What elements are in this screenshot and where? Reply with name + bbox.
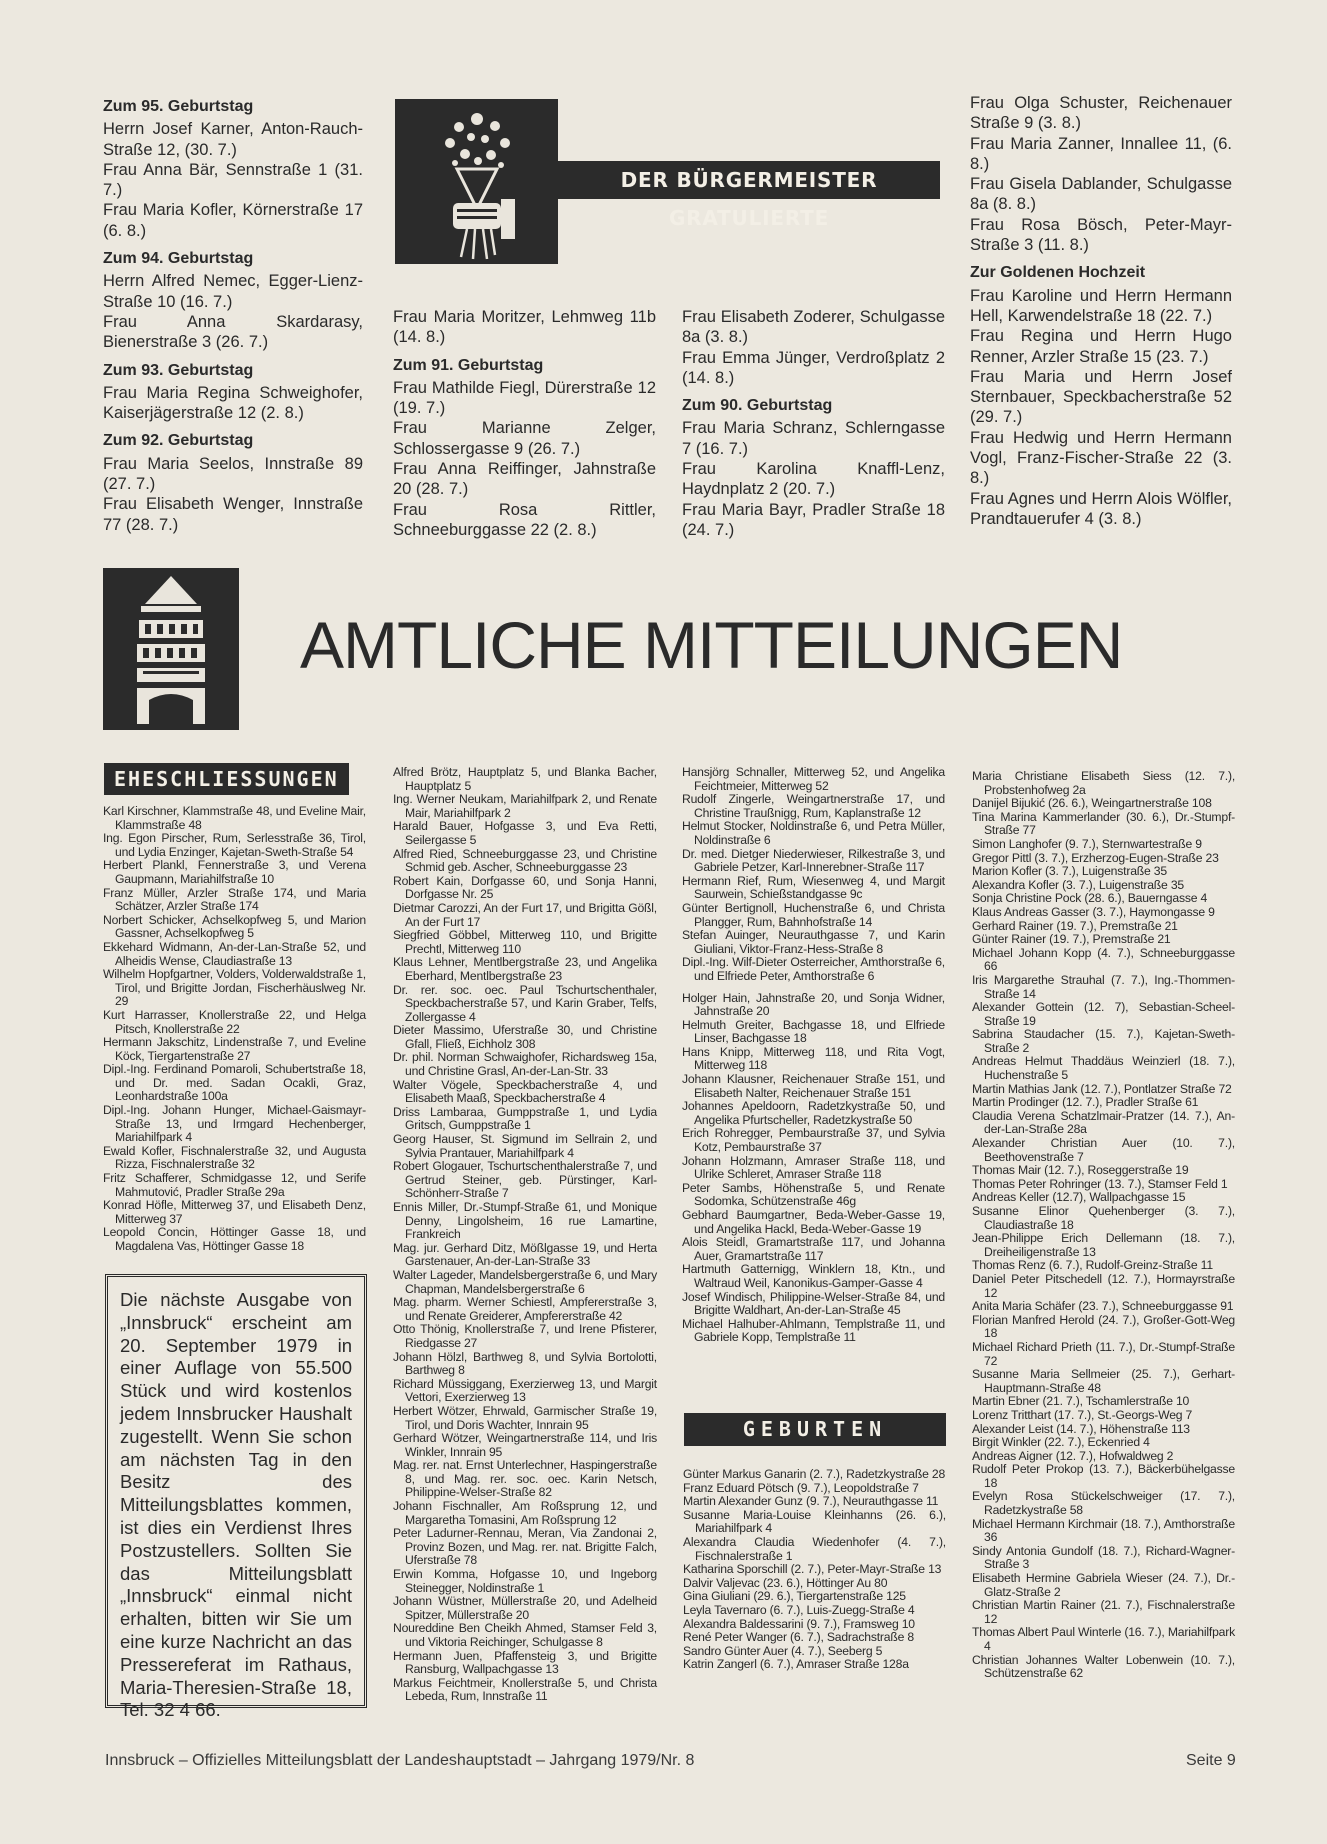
births-column-3 — [683, 1468, 946, 1672]
entry: Hans Knipp, Mitterweg 118, und Rita Vogt, Mitterweg 118 — [682, 1044, 945, 1073]
entry: Evelyn Rosa Stückelschweiger (17. 7.), Radetzkystraße 58 — [972, 1489, 1235, 1518]
section-heading: Zum 91. Geburtstag — [393, 356, 544, 374]
flower-bouquet-hand-icon — [395, 99, 558, 264]
entry: Helmut Stocker, Noldinstraße 6, und Petra Müller, Noldinstraße 6 — [682, 819, 945, 847]
amtliche-mitteilungen-title: AMTLICHE MITTEILUNGEN — [300, 608, 1123, 682]
entry: Ekkehard Widmann, An-der-Lan-Straße 52, und Alheidis Wense, Claudiastraße 13 — [103, 939, 366, 968]
entry: Frau Rosa Rittler, Schneeburggasse 22 (2. 8.) — [393, 500, 656, 539]
entry: Herbert Wötzer, Ehrwald, Garmischer Straße 19, Tirol, und Doris Wachter, Innrain 95 — [393, 1403, 657, 1432]
entry: Dipl.-Ing. Ferdinand Pomaroli, Schubertstraße 18, und Dr. med. Sadan Ocakli, Graz, Leonhardstraße 100a — [103, 1062, 366, 1104]
entry: Dalvir Valjevac (23. 6.), Höttinger Au 80 — [683, 1575, 888, 1590]
entry: Alexander Gottein (12. 7), Sebastian-Scheel-Straße 19 — [972, 1000, 1235, 1028]
entry: Frau Regina und Herrn Hugo Renner, Arzler Straße 15 (23. 7.) — [970, 327, 1232, 366]
entry: Frau Maria Zanner, Innallee 11, (6. 8.) — [970, 134, 1232, 173]
entry: Dr. rer. soc. oec. Paul Tschurtschenthaler, Speckbacherstraße 57, und Karin Graber, Telfs, Zollergasse 4 — [393, 982, 657, 1024]
birthday-column-3 — [682, 307, 945, 540]
entry: Franz Müller, Arzler Straße 174, und Maria Schätzer, Arzler Straße 174 — [103, 885, 366, 914]
entry: Frau Marianne Zelger, Schlossergasse 9 (26. 7.) — [393, 419, 656, 458]
entry: Gerhard Wötzer, Weingartnerstraße 114, und Iris Winkler, Innrain 95 — [393, 1431, 657, 1459]
entry: Klaus Andreas Gasser (3. 7.), Haymongasse 9 — [972, 904, 1215, 919]
entry: Frau Rosa Bösch, Peter-Mayr-Straße 3 (11. 8.) — [970, 215, 1232, 255]
entry: Katharina Sporschill (2. 7.), Peter-Mayr-Straße 13 — [683, 1562, 942, 1577]
entry: Mag. rer. nat. Ernst Unterlechner, Haspingerstraße 8, und Mag. rer. soc. oec. Karin Netsch, Philippine-Welser-Straße 82 — [393, 1458, 657, 1500]
entry: Holger Hain, Jahnstraße 20, und Sonja Widner, Jahnstraße 20 — [682, 990, 945, 1019]
entry: Fritz Schafferer, Schmidgasse 12, und Serife Mahmutović, Pradler Straße 29a — [103, 1171, 366, 1199]
entry: Marion Kofler (3. 7.), Luigenstraße 35 — [972, 864, 1167, 879]
entry: Anita Maria Schäfer (23. 7.), Schneeburggasse 91 — [972, 1299, 1234, 1314]
entry: Alexandra Kofler (3. 7.), Luigenstraße 35 — [972, 877, 1184, 892]
entry: Frau Maria Kofler, Körnerstraße 17 (6. 8.) — [103, 201, 363, 240]
entry: Kurt Harrasser, Knollerstraße 22, und Helga Pitsch, Knollerstraße 22 — [103, 1007, 366, 1036]
entry: Herbert Plankl, Fennerstraße 3, und Verena Gaupmann, Mariahilfstraße 10 — [103, 858, 366, 886]
entry: Martin Ebner (21. 7.), Tschamlerstraße 10 — [972, 1394, 1190, 1409]
entry: Sonja Christine Pock (28. 6.), Bauerngasse 4 — [972, 891, 1208, 906]
entry: Alois Steidl, Gramartstraße 117, und Johanna Auer, Gramartstraße 117 — [682, 1235, 945, 1263]
entry: Michael Halhuber-Ahlmann, Templstraße 11, und Gabriele Kopp, Templstraße 11 — [682, 1316, 945, 1345]
entry: Leyla Tavernaro (6. 7.), Luis-Zuegg-Straße 4 — [683, 1602, 915, 1617]
entry: Hermann Jakschitz, Lindenstraße 7, und Eveline Köck, Tiergartenstraße 27 — [103, 1035, 366, 1063]
entry: Günter Markus Ganarin (2. 7.), Radetzkystraße 28 — [683, 1467, 946, 1481]
entry: Helmuth Greiter, Bachgasse 18, und Elfriede Linser, Bachgasse 18 — [682, 1017, 945, 1046]
marriages-column-1 — [103, 805, 366, 1254]
birthday-column-4 — [970, 93, 1232, 529]
entry: Johannes Apeldoorn, Radetzkystraße 50, und Angelika Pfurtscheller, Radetzkystraße 50 — [682, 1099, 945, 1127]
entry: Frau Anna Bär, Sennstraße 1 (31. 7.) — [103, 160, 363, 200]
entry: Johann Wüstner, Müllerstraße 20, und Adelheid Spitzer, Müllerstraße 20 — [393, 1594, 657, 1622]
footer-page-number: Seite 9 — [1186, 1752, 1236, 1769]
geburten-header: GEBURTEN — [684, 1413, 946, 1446]
banner-title: DER BÜRGERMEISTER GRATULIERTE — [558, 161, 940, 199]
entry: Mag. pharm. Werner Schiestl, Ampfererstraße 3, und Renate Greiderer, Ampfererstraße 42 — [393, 1295, 657, 1323]
entry: Markus Feichtmeir, Knollerstraße 5, und Christa Lebeda, Rum, Innstraße 11 — [393, 1675, 657, 1704]
entry: Hermann Rief, Rum, Wiesenweg 4, und Margit Saurwein, Schießstandgasse 9c — [682, 873, 945, 902]
entry: Tina Marina Kammerlander (30. 6.), Dr.-Stumpf-Straße 77 — [972, 809, 1235, 838]
entry: Thomas Peter Rohringer (13. 7.), Stamser Feld 1 — [972, 1176, 1228, 1191]
entry: Rudolf Zingerle, Weingartnerstraße 17, und Christine Traußnigg, Rum, Kaplanstraße 12 — [682, 792, 945, 820]
births-column-4 — [972, 770, 1235, 1681]
entry: René Peter Wanger (6. 7.), Sadrachstraße 8 — [683, 1630, 914, 1645]
entry: Dieter Massimo, Uferstraße 30, und Christine Gfall, Fließ, Eichholz 308 — [393, 1023, 657, 1051]
entry: Martin Alexander Gunz (9. 7.), Neurauthgasse 11 — [683, 1494, 939, 1509]
entry: Rudolf Peter Prokop (13. 7.), Bäckerbühelgasse 18 — [972, 1462, 1235, 1490]
entry: Walter Lageder, Mandelsbergerstraße 6, und Mary Chapman, Mandelsbergerstraße 6 — [393, 1267, 657, 1296]
entry: Frau Elisabeth Zoderer, Schulgasse 8a (3. 8.) — [682, 308, 945, 347]
entry: Frau Hedwig und Herrn Hermann Vogl, Franz-Fischer-Straße 22 (3. 8.) — [970, 428, 1232, 488]
entry: Claudia Verena Schatzlmair-Pratzer (14. 7.), An-der-Lan-Straße 28a — [972, 1108, 1235, 1137]
entry: Michael Johann Kopp (4. 7.), Schneeburggasse 66 — [972, 945, 1235, 974]
entry: Johann Klausner, Reichenauer Straße 151, und Elisabeth Nalter, Reichenauer Straße 151 — [682, 1072, 945, 1100]
entry: Johann Fischnaller, Am Roßsprung 12, und Margaretha Tomasini, Am Roßsprung 12 — [393, 1499, 657, 1527]
entry: Alexander Christian Auer (10. 7.), Beethovenstraße 7 — [972, 1136, 1235, 1164]
birthday-column-2 — [393, 307, 656, 540]
entry: Danijel Bijukić (26. 6.), Weingartnerstraße 108 — [972, 796, 1212, 811]
entry: Karl Kirschner, Klammstraße 48, und Eveline Mair, Klammstraße 48 — [103, 804, 366, 832]
entry: Frau Anna Skardarasy, Bienerstraße 3 (26. 7.) — [103, 312, 363, 352]
entry: Georg Hauser, St. Sigmund im Sellrain 2, und Sylvia Prantauer, Mariahilfpark 4 — [393, 1132, 657, 1160]
entry: Peter Ladurner-Rennau, Meran, Via Zandonai 2, Provinz Bozen, und Mag. rer. nat. Brigitte Falch, Uferstraße 78 — [393, 1526, 657, 1568]
entry: Frau Olga Schuster, Reichenauer Straße 9 (3. 8.) — [970, 94, 1232, 133]
entry: Ing. Werner Neukam, Mariahilfpark 2, und Renate Mair, Mariahilfpark 2 — [393, 792, 657, 820]
entry: Frau Maria Regina Schweighofer, Kaiserjägerstraße 12 (2. 8.) — [103, 383, 363, 423]
entry: Günter Rainer (19. 7.), Premstraße 21 — [972, 932, 1171, 947]
entry: Sabrina Staudacher (15. 7.), Kajetan-Sweth-Straße 2 — [972, 1027, 1235, 1055]
entry: Frau Gisela Dablander, Schulgasse 8a (8. 8.) — [970, 175, 1232, 214]
entry: Susanne Elinor Quehenberger (3. 7.), Claudiastraße 18 — [972, 1204, 1235, 1232]
entry: Gerhard Rainer (19. 7.), Premstraße 21 — [972, 918, 1178, 933]
section-heading: Zum 92. Geburtstag — [103, 432, 254, 450]
entry: Hermann Juen, Pfaffensteig 3, und Brigitte Ransburg, Wallpachgasse 13 — [393, 1648, 657, 1677]
entry: Thomas Renz (6. 7.), Rudolf-Greinz-Straße 11 — [972, 1258, 1213, 1273]
entry: Dr. med. Dietger Niederwieser, Rilkestraße 3, und Gabriele Petzer, Karl-Innerebner-Straße 117 — [682, 846, 945, 875]
entry: Günter Bertignoll, Huchenstraße 6, und Christa Plangger, Rum, Bahnhofstraße 14 — [682, 900, 945, 929]
entry: Birgit Winkler (22. 7.), Eckenried 4 — [972, 1435, 1150, 1450]
section-heading: Zur Goldenen Hochzeit — [970, 264, 1146, 282]
entry: Robert Glogauer, Tschurtschenthalerstraße 7, und Gertrud Steiner, geb. Pürstinger, Karl-Schönherr-Straße 7 — [393, 1159, 657, 1201]
entry: Frau Anna Reiffinger, Jahnstraße 20 (28. 7.) — [393, 460, 656, 499]
entry: Sindy Antonia Gundolf (18. 7.), Richard-Wagner-Straße 3 — [972, 1543, 1235, 1572]
entry: Frau Mathilde Fiegl, Dürerstraße 12 (19. 7.) — [393, 378, 656, 418]
entry: Herrn Alfred Nemec, Egger-Lienz-Straße 10 (16. 7.) — [103, 272, 363, 311]
entry: Josef Windisch, Philippine-Welser-Straße 84, und Brigitte Waldhart, An-der-Lan-Straße 45 — [682, 1289, 945, 1318]
entry: Alfred Brötz, Hauptplatz 5, und Blanka Bacher, Hauptplatz 5 — [393, 765, 657, 793]
entry: Florian Manfred Herold (24. 7.), Großer-Gott-Weg 18 — [972, 1312, 1235, 1341]
entry: Christian Johannes Walter Lobenwein (10. 7.), Schützenstraße 62 — [972, 1652, 1235, 1681]
entry: Franz Eduard Pötsch (9. 7.), Leopoldstraße 7 — [683, 1480, 919, 1495]
entry: Stefan Auinger, Neurauthgasse 7, und Karin Giuliani, Viktor-Franz-Hess-Straße 8 — [682, 928, 945, 956]
entry: Susanne Maria-Louise Kleinhanns (26. 6.), Mariahilfpark 4 — [683, 1507, 946, 1536]
entry: Ewald Kofler, Fischnalerstraße 32, und Augusta Rizza, Fischnalerstraße 32 — [103, 1143, 366, 1172]
entry: Mag. jur. Gerhard Ditz, Mößlgasse 19, und Herta Garstenauer, An-der-Lan-Straße 33 — [393, 1240, 657, 1269]
entry: Hansjörg Schnaller, Mitterweg 52, und Angelika Feichtmeier, Mitterweg 52 — [682, 765, 945, 793]
entry: Alexander Leist (14. 7.), Höhenstraße 113 — [972, 1421, 1190, 1436]
entry: Sandro Günter Auer (4. 7.), Seeberg 5 — [683, 1643, 883, 1658]
section-heading: Zum 95. Geburtstag — [103, 98, 254, 115]
entry: Martin Prodinger (12. 7.), Pradler Straße 61 — [972, 1095, 1199, 1110]
entry: Frau Karoline und Herrn Hermann Hell, Karwendelstraße 18 (22. 7.) — [970, 286, 1232, 325]
entry: Frau Emma Jünger, Verdroßplatz 2 (14. 8.) — [682, 348, 945, 387]
entry: Peter Sambs, Höhenstraße 5, und Renate Sodomka, Schützenstraße 46g — [682, 1180, 945, 1209]
entry: Hartmuth Gatternigg, Winklern 18, Ktn., und Waltraud Weil, Kanonikus-Gamper-Gasse 4 — [682, 1262, 945, 1290]
entry: Alfred Ried, Schneeburggasse 23, und Christine Schmid geb. Ascher, Schneeburggasse 23 — [393, 846, 657, 875]
entry: Dietmar Carozzi, An der Furt 17, und Brigitta Gößl, An der Furt 17 — [393, 900, 657, 929]
entry: Alexandra Claudia Wiedenhofer (4. 7.), Fischnalerstraße 1 — [683, 1534, 946, 1563]
footer-publication: Innsbruck – Offizielles Mitteilungsblatt der Landeshauptstadt – Jahrgang 1979/Nr. 8 — [105, 1752, 695, 1769]
entry: Richard Müssiggang, Exerzierweg 13, und Margit Vettori, Exerzierweg 13 — [393, 1376, 657, 1405]
entry: Klaus Lehner, Mentlbergstraße 23, und Angelika Eberhard, Mentlbergstraße 23 — [393, 955, 657, 983]
entry: Norbert Schicker, Achselkopfweg 5, und Marion Gassner, Achselkopfweg 5 — [103, 912, 366, 941]
entry: Otto Thönig, Knollerstraße 7, und Irene Pfisterer, Riedgasse 27 — [393, 1322, 657, 1350]
entry: Frau Maria und Herrn Josef Sternbauer, Speckbacherstraße 52 (29. 7.) — [970, 367, 1232, 427]
entry: Dr. phil. Norman Schwaighofer, Richardsweg 15a, und Christine Grasl, An-der-Lan-Str. 33 — [393, 1050, 657, 1079]
entry: Dipl.-Ing. Johann Hunger, Michael-Gaismayr-Straße 13, und Irmgard Hechenberger, Mariahilfpark 4 — [103, 1103, 366, 1145]
entry: Walter Vögele, Speckbacherstraße 4, und Elisabeth Maaß, Speckbacherstraße 4 — [393, 1077, 657, 1106]
entry: Frau Maria Bayr, Pradler Straße 18 (24. 7.) — [682, 500, 945, 539]
entry: Jean-Philippe Erich Dellemann (18. 7.), Dreiheiligenstraße 13 — [972, 1231, 1235, 1259]
entry: Leopold Concin, Höttinger Gasse 18, und Magdalena Vas, Höttinger Gasse 18 — [103, 1225, 366, 1253]
entry: Johann Hölzl, Barthweg 8, und Sylvia Bortolotti, Barthweg 8 — [393, 1349, 657, 1378]
entry: Frau Maria Schranz, Schlerngasse 7 (16. 7.) — [682, 419, 945, 458]
entry: Ennis Miller, Dr.-Stumpf-Straße 61, und Monique Denny, Lingolsheim, 16 rue Lamartine, Frankreich — [393, 1200, 657, 1242]
entry: Maria Christiane Elisabeth Siess (12. 7.), Probstenhofweg 2a — [972, 769, 1235, 797]
entry: Dipl.-Ing. Wilf-Dieter Osterreicher, Amthorstraße 6, und Elfriede Peter, Amthorstraße 6 — [682, 955, 945, 983]
entry: Daniel Peter Pitschedell (12. 7.), Hormayrstraße 12 — [972, 1271, 1235, 1300]
entry: Christian Martin Rainer (21. 7.), Fischnalerstraße 12 — [972, 1598, 1235, 1626]
entry: Gina Giuliani (29. 6.), Tiergartenstraße 125 — [683, 1589, 906, 1604]
entry: Erich Rohregger, Pembaurstraße 37, und Sylvia Kotz, Pembaurstraße 37 — [682, 1126, 945, 1155]
golden-roof-building-icon — [103, 568, 239, 730]
entry: Gregor Pittl (3. 7.), Erzherzog-Eugen-Straße 23 — [972, 850, 1219, 865]
marriages-column-3 — [682, 766, 945, 1345]
marriages-column-2 — [393, 766, 657, 1704]
entry: Michael Richard Prieth (11. 7.), Dr.-Stumpf-Straße 72 — [972, 1339, 1235, 1368]
entry: Katrin Zangerl (6. 7.), Amraser Straße 128a — [683, 1657, 909, 1672]
mayor-congratulates-banner — [395, 99, 945, 264]
entry: Michael Hermann Kirchmair (18. 7.), Amthorstraße 36 — [972, 1516, 1235, 1545]
birthday-column-1 — [103, 97, 363, 535]
section-heading: Zum 90. Geburtstag — [682, 397, 833, 415]
entry: Elisabeth Hermine Gabriela Wieser (24. 7.), Dr.-Glatz-Straße 2 — [972, 1571, 1235, 1599]
section-heading: Zum 93. Geburtstag — [103, 361, 254, 379]
entry: Frau Maria Seelos, Innstraße 89 (27. 7.) — [103, 454, 363, 494]
entry: Gebhard Baumgartner, Beda-Weber-Gasse 19, und Angelika Hackl, Beda-Weber-Gasse 19 — [682, 1208, 945, 1236]
entry: Thomas Albert Paul Winterle (16. 7.), Mariahilfpark 4 — [972, 1625, 1235, 1653]
entry: Alexandra Baldessarini (9. 7.), Framsweg 10 — [683, 1616, 915, 1631]
entry: Martin Mathias Jank (12. 7.), Pontlatzer Straße 72 — [972, 1081, 1232, 1096]
entry: Frau Karolina Knaffl-Lenz, Haydnplatz 2 (20. 7.) — [682, 460, 945, 499]
entry: Konrad Höfle, Mitterweg 37, und Elisabeth Denz, Mitterweg 37 — [103, 1198, 366, 1226]
entry: Frau Agnes und Herrn Alois Wölfler, Prandtauerufer 4 (3. 8.) — [970, 489, 1232, 528]
entry: Andreas Keller (12.7), Wallpachgasse 15 — [972, 1190, 1186, 1205]
entry: Thomas Mair (12. 7.), Roseggerstraße 19 — [972, 1163, 1189, 1178]
entry: Robert Kain, Dorfgasse 60, und Sonja Hanni, Dorfgasse Nr. 25 — [393, 873, 657, 902]
entry: Driss Lambaraa, Gumppstraße 1, und Lydia Gritsch, Gumppstraße 1 — [393, 1104, 657, 1133]
entry: Frau Maria Moritzer, Lehmweg 11b (14. 8.) — [393, 308, 656, 347]
entry: Siegfried Göbbel, Mitterweg 110, und Brigitte Prechtl, Mitterweg 110 — [393, 928, 657, 956]
next-issue-notice: Die nächste Ausgabe von „Innsbruck“ erscheint am 20. September 1979 in einer Auflage von 55.500 Stück und wird kostenlos jedem Innsbrucker Haushalt zugestellt. Wenn Sie schon am nächsten Tag in den Besitz des Mitteilungsblattes kommen, ist dies ein Verdienst Ihres Postzustellers. Sollten Sie das Mitteilungsblatt „Innsbruck“ einmal nicht erhalten, bitten wir Sie um eine kurze Nachricht an das Pressereferat im Rathaus, Maria-Theresien-Straße 18, Tel. 32 4 66. — [105, 1274, 367, 1708]
entry: Frau Elisabeth Wenger, Innstraße 77 (28. 7.) — [103, 495, 363, 534]
entry: Noureddine Ben Cheikh Ahmed, Stamser Feld 3, und Viktoria Reichinger, Schulgasse 8 — [393, 1621, 657, 1649]
entry: Ing. Egon Pirscher, Rum, Serlesstraße 36, Tirol, und Lydia Enzinger, Kajetan-Sweth-Straße 54 — [103, 831, 366, 859]
entry: Erwin Komma, Hofgasse 10, und Ingeborg Steinegger, Noldinstraße 1 — [393, 1567, 657, 1595]
section-heading: Zum 94. Geburtstag — [103, 250, 254, 268]
entry: Wilhelm Hopfgartner, Volders, Volderwaldstraße 1, Tirol, und Brigitte Jordan, Fischerhäuslweg Nr. 29 — [103, 967, 366, 1009]
entry: Harald Bauer, Hofgasse 3, und Eva Retti, Seilergasse 5 — [393, 819, 657, 847]
entry: Simon Langhofer (9. 7.), Sternwartestraße 9 — [972, 836, 1202, 851]
entry: Andreas Aigner (12. 7.), Hofwaldweg 2 — [972, 1448, 1174, 1463]
entry: Andreas Helmut Thaddäus Weinzierl (18. 7.), Huchenstraße 5 — [972, 1054, 1235, 1083]
entry: Iris Margarethe Strauhal (7. 7.), Ing.-Thommen-Straße 14 — [972, 972, 1235, 1001]
entry: Lorenz Tritthart (17. 7.), St.-Georgs-Weg 7 — [972, 1407, 1193, 1422]
entry: Johann Holzmann, Amraser Straße 118, und Ulrike Schleret, Amraser Straße 118 — [682, 1153, 945, 1182]
eheschliessungen-header: EHESCHLIESSUNGEN — [104, 763, 349, 795]
entry: Herrn Josef Karner, Anton-Rauch-Straße 12, (30. 7.) — [103, 120, 363, 159]
entry: Susanne Maria Sellmeier (25. 7.), Gerhart-Hauptmann-Straße 48 — [972, 1367, 1235, 1395]
